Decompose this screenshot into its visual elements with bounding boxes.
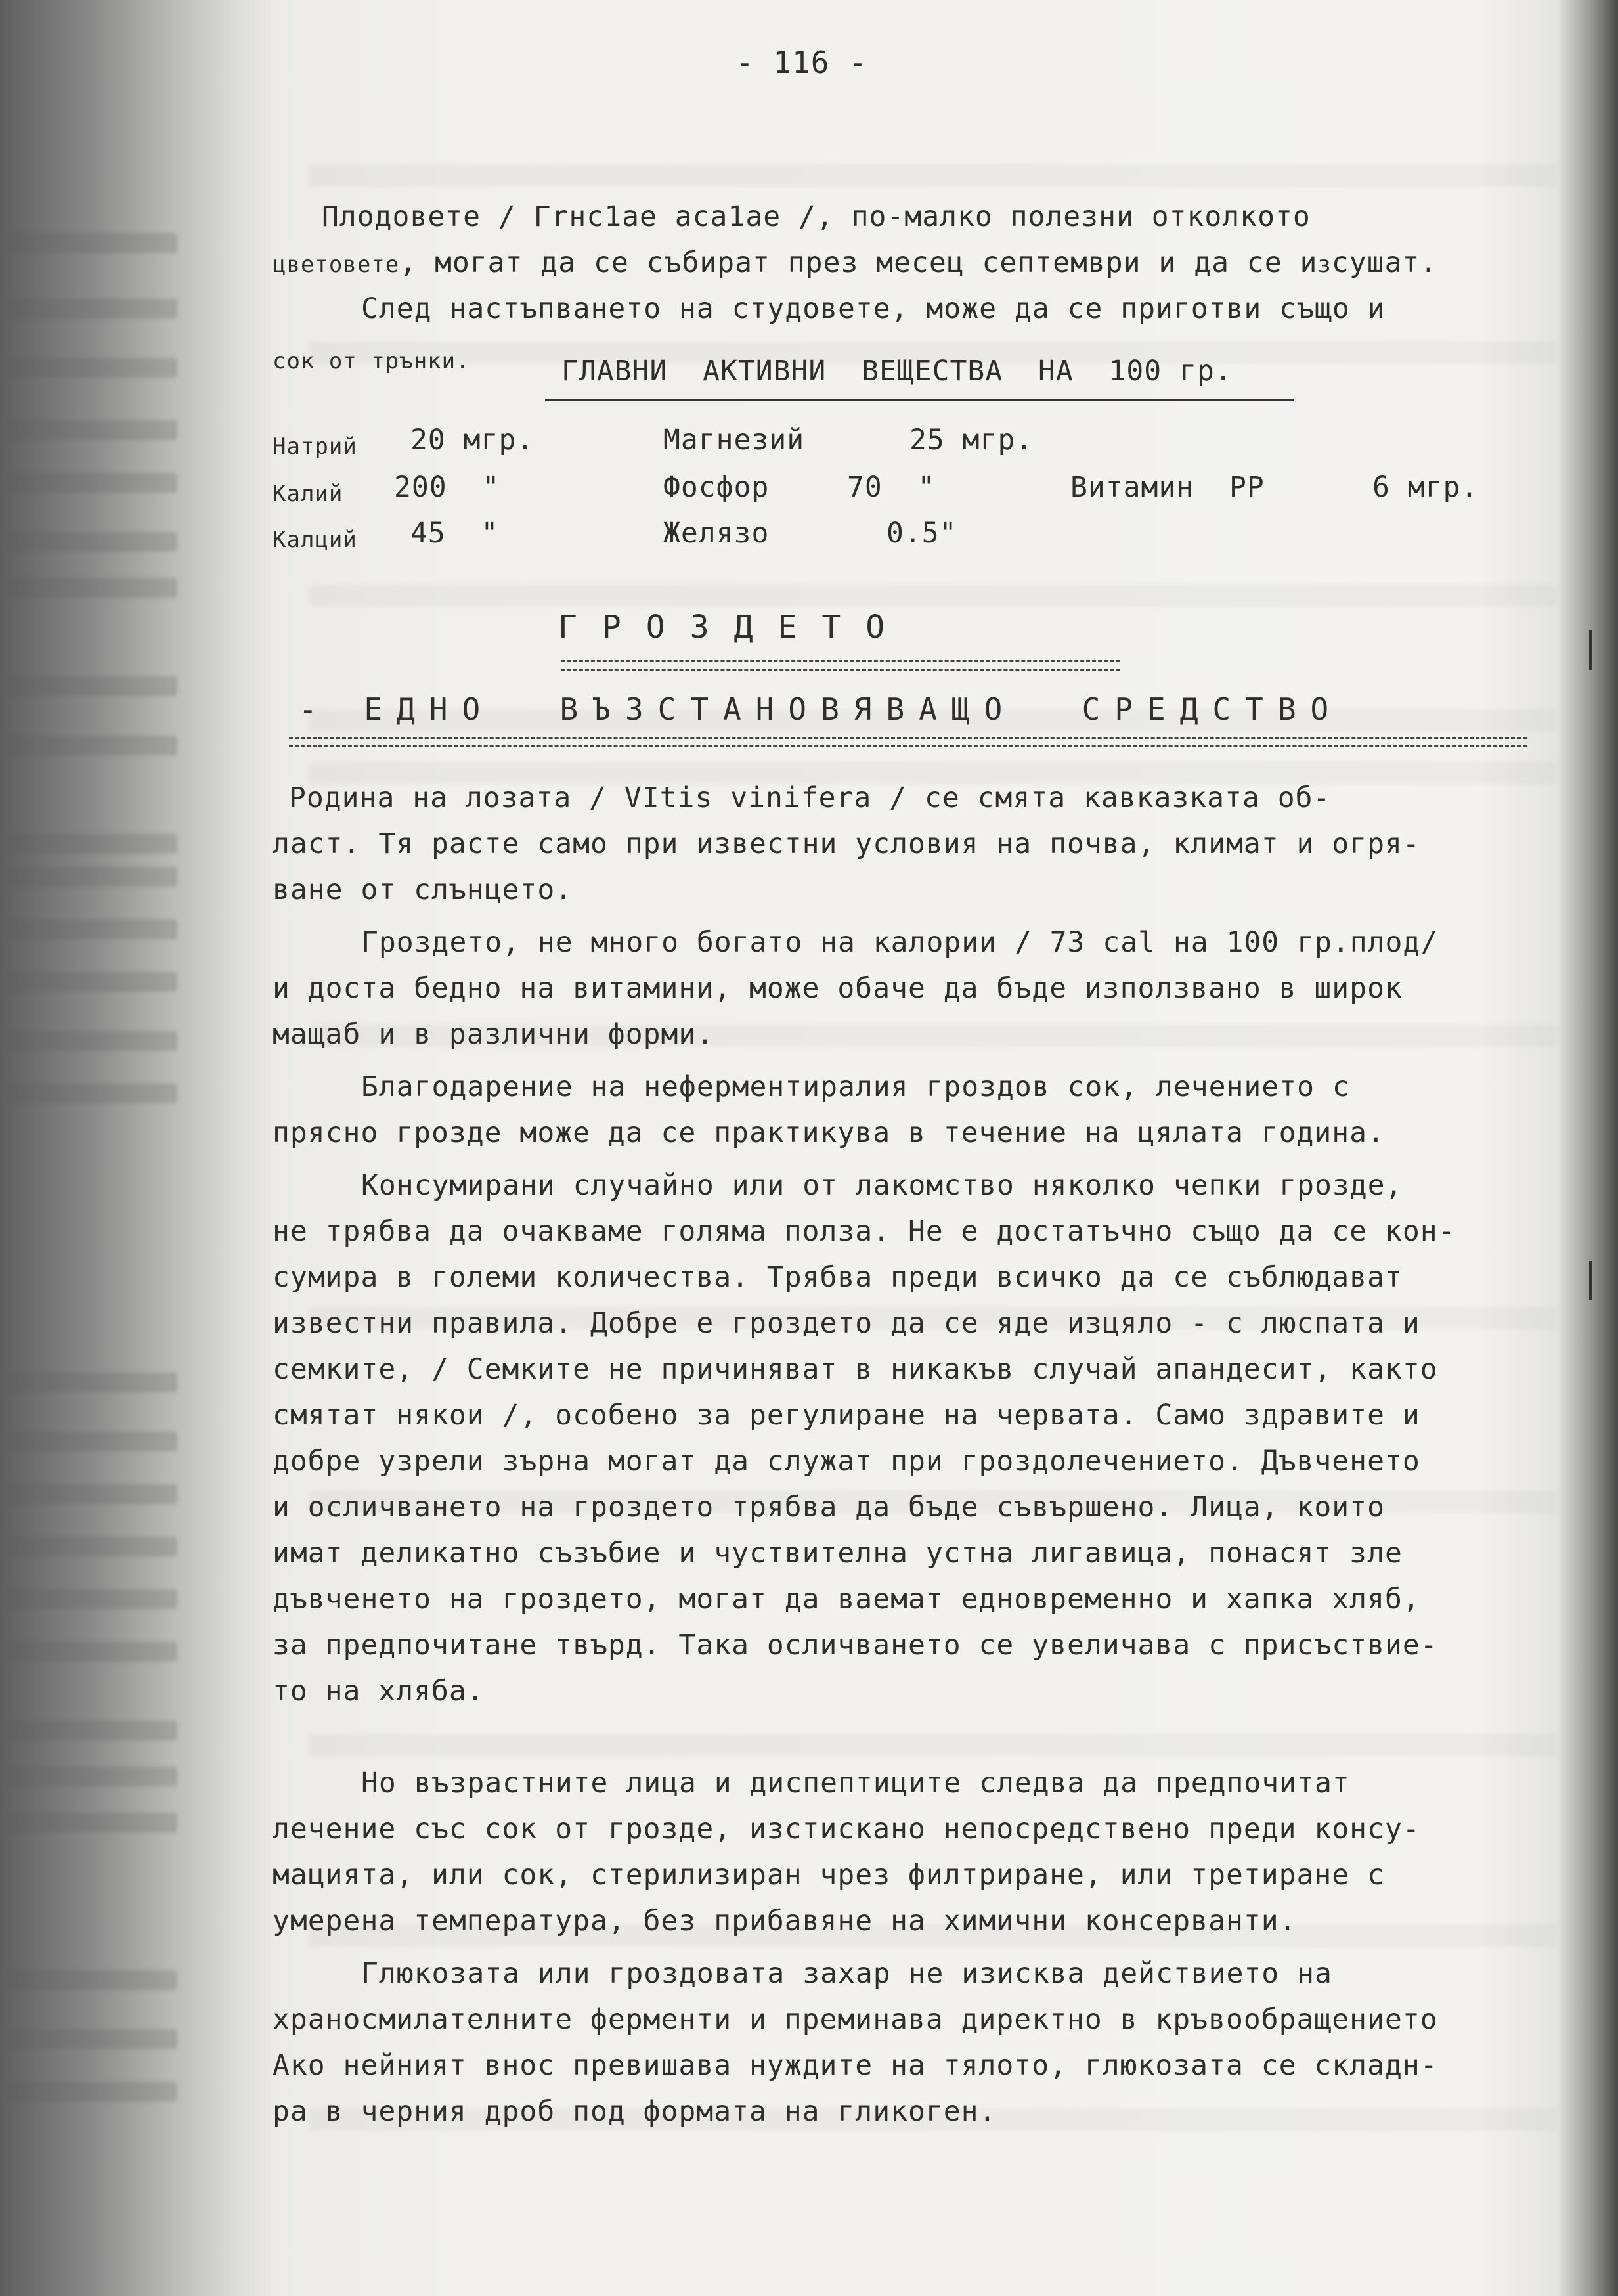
body-line: храносмилателните ферменти и преминава директно в кръвообращението [273,2003,1438,2036]
body-line: семките, / Семките не причиняват в никакъв случай апандесит, както [273,1353,1438,1386]
page-number: - 116 - [735,45,867,80]
nutrient-name: Витамин РР [1070,471,1265,504]
body-line: ласт. Тя расте само при известни условия на почва, климат и огря- [273,828,1420,860]
body-line: имат деликатно съзъбие и чуствителна устна лигавица, понасят зле [273,1537,1403,1570]
body-line: Родина на лозата / VItis vinifera / се смята кавказката об- [289,782,1331,814]
nutrient-name: Калций [273,527,357,553]
body-line: Гроздето, не много богато на калории / 73 cal на 100 гр.плод/ [361,926,1439,959]
body-line: дъвченето на гроздето, могат да ваемат едновременно и хапка хляб, [273,1583,1420,1616]
body-line: добре узрели зърна могат да служат при гроздолечението. Дъвченето [273,1445,1420,1478]
body-line: Глюкозата или гроздовата захар не изисква действието на [361,1957,1332,1990]
body-line: известни правила. Добре е гроздето да се яде изцяло - с люспата и [273,1307,1420,1340]
nutrient-name: Натрий [273,433,357,460]
table-heading: ГЛАВНИ АКТИВНИ ВЕЩЕСТВА НА 100 гр. [561,355,1233,387]
intro-line-3: След настъпването на студовете, може да се приготви също и [361,292,1386,325]
subtitle-underline [289,737,1527,747]
nutrient-value: 20 мгр. [410,424,535,456]
body-line: мащаб и в различни форми. [273,1018,714,1051]
section-title: ГРОЗДЕТО [558,609,910,646]
title-underline [561,660,1120,671]
intro-line-4: сок от трънки. [273,348,470,374]
nutrient-value: 6 мгр. [1372,471,1479,504]
body-line: прясно грозде може да се практикува в течение на цялата година. [273,1116,1385,1149]
margin-mark [1589,630,1592,670]
body-line: мацията, или сок, стерилизиран чрез филтриране, или третиране с [273,1859,1385,1891]
body-line: лечение със сок от грозде, изстискано непосредствено преди консу- [273,1813,1420,1845]
nutrient-value: 200 " [394,471,500,504]
intro-line-1: Плодовете / Гrнс1ае aса1ае /, по-малко полезни отколкото [322,200,1311,233]
body-line: сумира в големи количества. Трябва преди всичко да се съблюдават [273,1261,1403,1294]
intro-line-2: цветовете, могат да се събират през месец септември и да се изсушат. [273,246,1438,279]
nutrient-value: 25 мгр. [909,424,1034,456]
body-line: Ако нейният внос превишава нуждите на тялото, глюкозата се складн- [273,2049,1438,2082]
body-line: умерена температура, без прибавяне на химични консерванти. [273,1905,1297,1937]
nutrient-value: 70 " [847,471,936,504]
body-line: за предпочитане твърд. Така осличването се увеличава с присъствие- [273,1629,1438,1662]
body-line: и доста бедно на витамини, може обаче да бъде използвано в широк [273,972,1403,1005]
body-line: и осличването на гроздето трябва да бъде съвършено. Лица, които [273,1491,1385,1524]
nutrient-name: Калий [273,481,343,507]
table-heading-rule [545,399,1294,401]
body-line: смятат някои /, особено за регулиране на червата. Само здравите и [273,1399,1420,1432]
nutrient-name: Желязо [663,517,770,550]
body-line: то на хляба. [273,1675,485,1708]
margin-mark [1589,1261,1592,1300]
body-line: Консумирани случайно или от лакомство няколко чепки грозде, [361,1169,1403,1202]
nutrient-name: Фосфор [663,471,770,504]
body-line: не трябва да очакваме голяма полза. Не е достатъчно също да се кон- [273,1215,1456,1248]
nutrient-value: 0.5" [886,517,957,550]
nutrient-value: 45 " [410,517,499,550]
body-line: ване от слънцето. [273,873,573,906]
section-subtitle: - ЕДНО ВЪЗСТАНОВЯВАЩО СРЕДСТВО [299,692,1344,727]
body-line: Но възрастните лица и диспептиците следва да предпочитат [361,1767,1350,1799]
body-line: Благодарение на неферментиралия гроздов сок, лечението с [361,1071,1350,1103]
body-line: ра в черния дроб под формата на гликоген. [273,2095,997,2128]
nutrient-name: Магнезий [663,424,805,456]
